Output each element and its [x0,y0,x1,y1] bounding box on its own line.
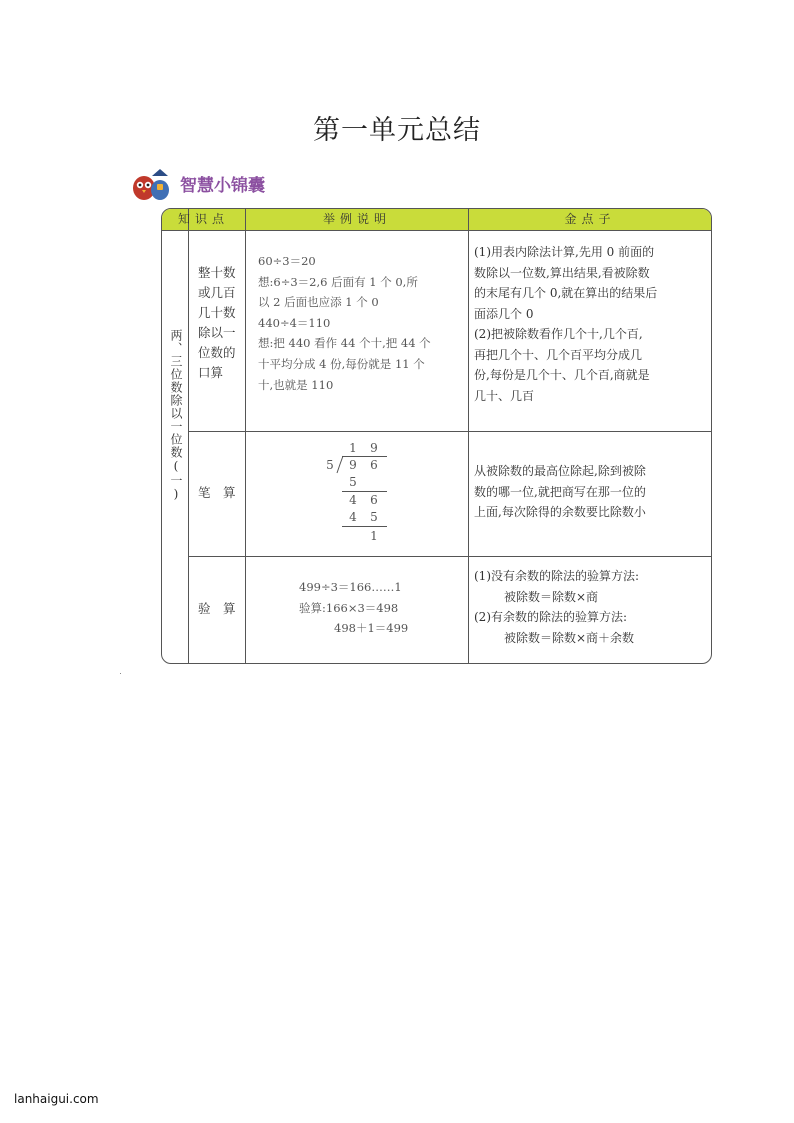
topic-line: 几十数 [198,305,236,320]
header-tips: 金点子 [564,212,616,226]
topic-line: 位数的 [198,345,236,360]
tip-line: (2)有余数的除法的验算方法: [474,610,628,624]
quotient-digit: 9 [370,441,378,455]
column-divider [245,209,246,663]
topic-oral-calculation [198,263,236,383]
page-title: 第一单元总结 [313,115,481,146]
division-bracket [336,454,346,474]
tip-line: 被除数＝除数×商 [504,589,599,604]
example-line: 十平均分成 4 份,每份就是 11 个 [258,356,425,371]
example-line: 想:6÷3＝2,6 后面有 1 个 0,所 [258,274,418,289]
example-line: 498＋1＝499 [334,621,409,636]
section-label: 智慧小锦囊 [180,176,265,196]
dividend-digit: 6 [370,458,378,472]
tip-line: 的末尾有几个 0,就在算出的结果后 [474,286,658,300]
stray-dot [120,673,121,674]
tip-line: (1)用表内除法计算,先用 0 前面的 [474,245,655,259]
unit-title: 两、三位数除以一位数(一) [169,329,183,502]
remainder-digit: 1 [370,529,378,543]
topic-line: 验 算 [198,601,236,616]
step-digit: 4 [349,493,357,507]
footer-watermark: lanhaigui.com [14,1092,99,1106]
tip-line: 份,每份是几个十、几个百,商就是 [474,368,650,382]
topic-line: 整十数 [198,265,236,280]
divisor-digit: 5 [326,458,334,472]
summary-table [161,208,712,664]
example-line: 想:把 440 看作 44 个十,把 44 个 [258,336,431,351]
example-line: 60÷3＝20 [258,254,316,268]
topic-check-calculation [198,599,236,619]
step-digit: 5 [349,475,357,489]
tip-line: 面添几个 0 [474,306,534,321]
topic-line: 笔 算 [198,485,236,500]
tip-line: 被除数＝除数×商＋余数 [504,630,635,645]
step-digit: 5 [370,510,378,524]
step-line [342,491,387,492]
step-line [342,526,387,527]
example-line: 以 2 后面也应添 1 个 0 [258,295,379,310]
tip-line: 上面,每次除得的余数要比除数小 [474,505,646,519]
example-oral-calculation [258,251,431,395]
tip-line: 数的哪一位,就把商写在那一位的 [474,484,646,499]
tips-check-calculation [474,566,639,648]
example-line: 验算:166×3＝498 [299,600,399,615]
topic-written-calculation [198,483,236,503]
example-check-calculation [299,577,408,639]
column-divider [468,209,469,663]
step-digit: 4 [349,510,357,524]
tip-line: (1)没有余数的除法的验算方法: [474,569,640,583]
header-knowledge-point: 知识点 [177,212,229,226]
tip-line: (2)把被除数看作几个十,几个百, [474,327,643,341]
long-division [320,438,400,548]
topic-line: 或几百 [198,285,236,300]
example-line: 十,也就是 110 [258,377,334,392]
topic-line: 除以一 [198,325,236,340]
tips-written-calculation [474,461,646,523]
step-digit: 6 [370,493,378,507]
division-bar [342,456,387,457]
tip-line: 几十、几百 [474,388,535,403]
topic-line: 口算 [198,365,224,380]
dividend-digit: 9 [349,458,357,472]
tip-line: 再把几个十、几个百平均分成几 [474,347,643,362]
tip-line: 数除以一位数,算出结果,看被除数 [474,265,650,280]
example-line: 499÷3＝166……1 [299,580,402,594]
tip-line: 从被除数的最高位除起,除到被除 [474,464,646,478]
header-example: 举例说明 [322,212,391,226]
example-line: 440÷4＝110 [258,315,331,330]
owl-mascot-icon [130,166,174,202]
row-divider [188,431,711,432]
quotient-digit: 1 [349,441,357,455]
tips-oral-calculation [474,242,657,406]
row-divider [188,556,711,557]
